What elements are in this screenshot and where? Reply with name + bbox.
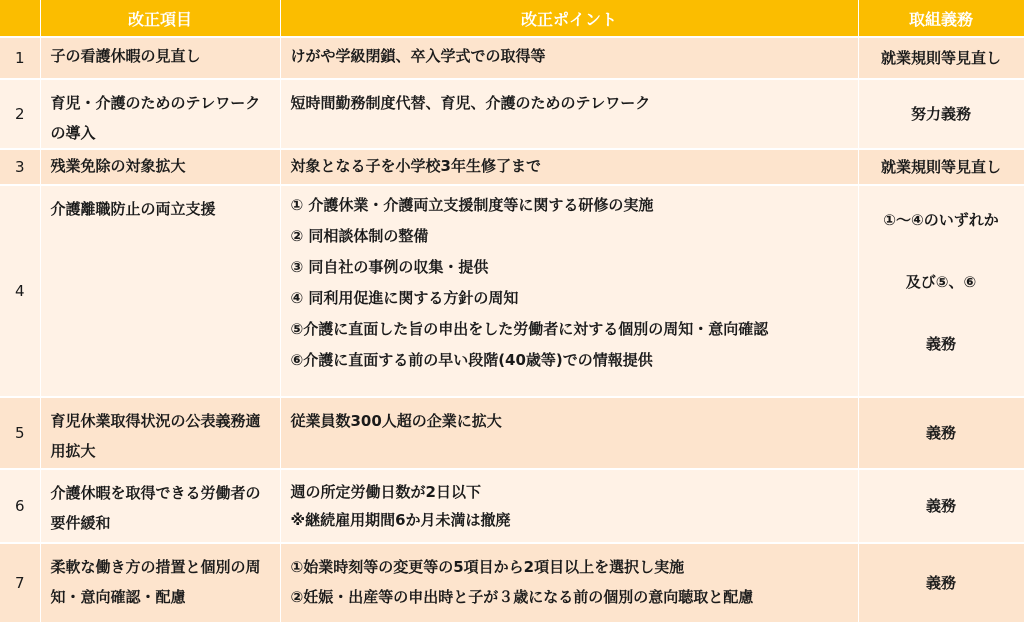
- requirement-line: 義務: [925, 497, 956, 515]
- requirement-line: 義務: [925, 335, 956, 353]
- point-line: ② 同相談体制の整備: [290, 227, 429, 245]
- revision-item: 育児休業取得状況の公表義務適用拡大: [40, 397, 280, 469]
- point-line: ③ 同自社の事例の収集・提供: [290, 258, 489, 276]
- revision-item: 介護休暇を取得できる労働者の要件緩和: [40, 469, 280, 543]
- header-requirement: 取組義務: [858, 0, 1024, 37]
- revision-point: [280, 37, 858, 79]
- point-line: ①始業時刻等の変更等の5項目から2項目以上を選択し実施: [290, 558, 685, 576]
- point-line: 対象となる子を小学校3年生修了まで: [290, 157, 541, 175]
- table-header-row: [0, 0, 1024, 37]
- requirement: [858, 37, 1024, 79]
- point-line: ⑤介護に直面した旨の申出をした労働者に対する個別の周知・意向確認: [290, 320, 769, 338]
- requirement: [858, 543, 1024, 623]
- point-line: けがや学級閉鎖、卒入学式での取得等: [290, 47, 546, 65]
- row-number: 1: [0, 37, 40, 79]
- point-line: ④ 同利用促進に関する方針の周知: [290, 289, 519, 307]
- table-row: [0, 79, 1024, 149]
- header-item: 改正項目: [40, 0, 280, 37]
- requirement-line: 義務: [925, 574, 956, 592]
- revision-point: [280, 185, 858, 397]
- requirement-line: 努力義務: [910, 105, 971, 123]
- row-number: 7: [0, 543, 40, 623]
- row-number: 5: [0, 397, 40, 469]
- point-line: 短時間勤務制度代替、育児、介護のためのテレワーク: [290, 94, 651, 112]
- revision-item: 残業免除の対象拡大: [40, 149, 280, 185]
- requirement: [858, 397, 1024, 469]
- point-line: ⑥介護に直面する前の早い段階(40歳等)での情報提供: [290, 351, 653, 369]
- row-number: 2: [0, 79, 40, 149]
- table-row: [0, 397, 1024, 469]
- requirement: [858, 149, 1024, 185]
- revision-item: 介護離職防止の両立支援: [40, 185, 280, 397]
- requirement-line: 及び⑤、⑥: [905, 273, 977, 291]
- requirement-line: 就業規則等見直し: [880, 158, 1001, 176]
- table-row: [0, 185, 1024, 397]
- point-line: 週の所定労働日数が2日以下: [290, 483, 481, 501]
- requirement: [858, 469, 1024, 543]
- header-no: [0, 0, 40, 37]
- header-point: 改正ポイント: [280, 0, 858, 37]
- row-number: 3: [0, 149, 40, 185]
- point-line: 従業員数300人超の企業に拡大: [290, 412, 502, 430]
- table-row: [0, 37, 1024, 79]
- table-row: [0, 149, 1024, 185]
- revision-item: 子の看護休暇の見直し: [40, 37, 280, 79]
- point-line: ※継続雇用期間6か月未満は撤廃: [290, 511, 511, 529]
- revision-point: [280, 79, 858, 149]
- point-line: ① 介護休業・介護両立支援制度等に関する研修の実施: [290, 196, 654, 214]
- requirement-line: ①～④のいずれか: [883, 211, 999, 229]
- requirement: [858, 185, 1024, 397]
- revision-item: 柔軟な働き方の措置と個別の周知・意向確認・配慮: [40, 543, 280, 623]
- requirement-line: 就業規則等見直し: [880, 49, 1001, 67]
- row-number: 4: [0, 185, 40, 397]
- row-number: 6: [0, 469, 40, 543]
- revision-point: [280, 543, 858, 623]
- revision-item: 育児・介護のためのテレワークの導入: [40, 79, 280, 149]
- point-line: ②妊娠・出産等の申出時と子が３歳になる前の個別の意向聴取と配慮: [290, 588, 754, 606]
- requirement: [858, 79, 1024, 149]
- revision-point: [280, 149, 858, 185]
- table-row: [0, 543, 1024, 623]
- table-row: [0, 469, 1024, 543]
- requirement-line: 義務: [925, 424, 956, 442]
- revision-point: [280, 397, 858, 469]
- revision-point: [280, 469, 858, 543]
